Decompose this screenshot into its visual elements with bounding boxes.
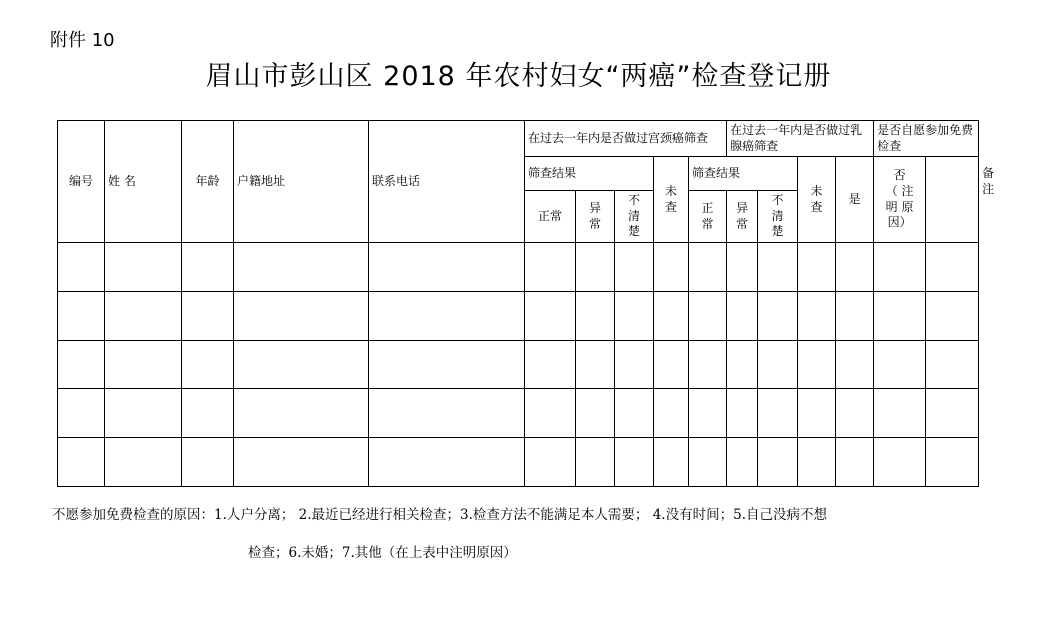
header-free-no: 否 （ 注 明 原 因） xyxy=(874,157,926,243)
table-cell[interactable] xyxy=(926,389,979,438)
table-cell[interactable] xyxy=(836,438,874,487)
table-cell[interactable] xyxy=(576,243,615,292)
table-cell[interactable] xyxy=(525,438,576,487)
table-cell[interactable] xyxy=(798,389,836,438)
table-cell[interactable] xyxy=(105,243,182,292)
header-breast-not-checked: 未 查 xyxy=(798,157,836,243)
table-cell[interactable] xyxy=(105,291,182,340)
header-cervical-group: 在过去一年内是否做过宫颈癌筛查 xyxy=(525,121,727,157)
header-cervical-normal: 正常 xyxy=(525,191,576,243)
table-cell[interactable] xyxy=(727,340,758,389)
table-cell[interactable] xyxy=(369,340,525,389)
header-cervical-abnormal: 异 常 xyxy=(576,191,615,243)
table-cell[interactable] xyxy=(105,340,182,389)
table-cell[interactable] xyxy=(836,389,874,438)
table-cell[interactable] xyxy=(525,340,576,389)
header-address: 户籍地址 xyxy=(234,121,369,243)
table-cell[interactable] xyxy=(836,291,874,340)
table-cell[interactable] xyxy=(58,291,105,340)
table-cell[interactable] xyxy=(798,438,836,487)
table-cell[interactable] xyxy=(689,438,727,487)
table-cell[interactable] xyxy=(615,438,654,487)
table-row xyxy=(58,340,979,389)
table-cell[interactable] xyxy=(798,243,836,292)
table-cell[interactable] xyxy=(615,389,654,438)
header-cervical-unclear: 不 清 楚 xyxy=(615,191,654,243)
table-cell[interactable] xyxy=(926,243,979,292)
table-cell[interactable] xyxy=(182,340,234,389)
table-cell[interactable] xyxy=(727,291,758,340)
table-cell[interactable] xyxy=(874,389,926,438)
table-cell[interactable] xyxy=(926,438,979,487)
table-cell[interactable] xyxy=(615,243,654,292)
table-cell[interactable] xyxy=(926,340,979,389)
table-cell[interactable] xyxy=(727,438,758,487)
table-cell[interactable] xyxy=(234,389,369,438)
table-cell[interactable] xyxy=(105,438,182,487)
table-cell[interactable] xyxy=(758,243,798,292)
table-cell[interactable] xyxy=(727,243,758,292)
table-cell[interactable] xyxy=(525,291,576,340)
header-age: 年龄 xyxy=(182,121,234,243)
notes-line-1: 不愿参加免费检查的原因：1.人户分离； 2.最近已经进行相关检查；3.检查方法不能满足本人需要； 4.没有时间；5.自己没病不想 xyxy=(52,507,827,523)
table-cell[interactable] xyxy=(758,291,798,340)
table-cell[interactable] xyxy=(182,291,234,340)
table-cell[interactable] xyxy=(576,389,615,438)
table-cell[interactable] xyxy=(615,340,654,389)
table-row xyxy=(58,291,979,340)
header-id: 编号 xyxy=(58,121,105,243)
table-cell[interactable] xyxy=(615,291,654,340)
table-cell[interactable] xyxy=(105,389,182,438)
table-cell[interactable] xyxy=(654,243,689,292)
header-free-yes: 是 xyxy=(836,157,874,243)
table-cell[interactable] xyxy=(874,438,926,487)
table-cell[interactable] xyxy=(525,389,576,438)
table-cell[interactable] xyxy=(58,243,105,292)
header-breast-abnormal: 异 常 xyxy=(727,191,758,243)
table-cell[interactable] xyxy=(874,291,926,340)
table-cell[interactable] xyxy=(58,340,105,389)
table-cell[interactable] xyxy=(874,243,926,292)
table-cell[interactable] xyxy=(689,291,727,340)
table-cell[interactable] xyxy=(182,438,234,487)
table-cell[interactable] xyxy=(654,291,689,340)
page-title: 眉山市彭山区 2018 年农村妇女“两癌”检查登记册 xyxy=(205,61,832,92)
header-breast-normal: 正 常 xyxy=(689,191,727,243)
header-breast-result: 筛查结果 xyxy=(689,157,798,191)
table-cell[interactable] xyxy=(689,389,727,438)
header-phone: 联系电话 xyxy=(369,121,525,243)
table-cell[interactable] xyxy=(758,340,798,389)
table-cell[interactable] xyxy=(234,340,369,389)
table-body xyxy=(58,243,979,487)
table-cell[interactable] xyxy=(234,438,369,487)
table-cell[interactable] xyxy=(654,340,689,389)
table-cell[interactable] xyxy=(926,291,979,340)
table-cell[interactable] xyxy=(182,243,234,292)
table-cell[interactable] xyxy=(369,389,525,438)
header-free-group: 是否自愿参加免费检查 xyxy=(874,121,979,157)
table-row xyxy=(58,389,979,438)
table-cell[interactable] xyxy=(727,389,758,438)
table-cell[interactable] xyxy=(758,438,798,487)
table-cell[interactable] xyxy=(234,243,369,292)
table-cell[interactable] xyxy=(182,389,234,438)
table-row xyxy=(58,438,979,487)
table-cell[interactable] xyxy=(369,291,525,340)
table-cell[interactable] xyxy=(798,340,836,389)
table-cell[interactable] xyxy=(234,291,369,340)
header-cervical-result: 筛查结果 xyxy=(525,157,654,191)
notes-line-2: 检查；6.未婚；7.其他（在上表中注明原因） xyxy=(248,545,517,561)
table-cell[interactable] xyxy=(654,389,689,438)
table-cell[interactable] xyxy=(758,389,798,438)
table-cell[interactable] xyxy=(576,438,615,487)
table-cell[interactable] xyxy=(369,243,525,292)
header-cervical-not-checked: 未 查 xyxy=(654,157,689,243)
table-cell[interactable] xyxy=(576,291,615,340)
table-cell[interactable] xyxy=(836,243,874,292)
table-cell[interactable] xyxy=(689,340,727,389)
header-name: 姓 名 xyxy=(105,121,182,243)
attachment-label: 附件 10 xyxy=(50,30,115,51)
table-cell[interactable] xyxy=(654,438,689,487)
header-breast-group: 在过去一年内是否做过乳腺癌筛查 xyxy=(727,121,874,157)
table-cell[interactable] xyxy=(58,389,105,438)
table-cell[interactable] xyxy=(58,438,105,487)
table-cell[interactable] xyxy=(525,243,576,292)
table-cell[interactable] xyxy=(576,340,615,389)
table-cell[interactable] xyxy=(369,438,525,487)
table-cell[interactable] xyxy=(798,291,836,340)
table-cell[interactable] xyxy=(689,243,727,292)
header-breast-unclear: 不 清 楚 xyxy=(758,191,798,243)
table-row xyxy=(58,243,979,292)
table-cell[interactable] xyxy=(836,340,874,389)
registration-table: 编号 姓 名 年龄 户籍地址 联系电话 在过去一年内是否做过宫颈癌筛查 在过去一年内是否做过乳腺癌筛查 是否自愿参加免费检查 备注 筛查结果 未 查 筛查结果 未 查 是 否 （ 注 明 原 因） 正常 异 常 不 清 楚 正 常 异 常 不 清 楚 xyxy=(57,120,979,487)
table-cell[interactable] xyxy=(874,340,926,389)
